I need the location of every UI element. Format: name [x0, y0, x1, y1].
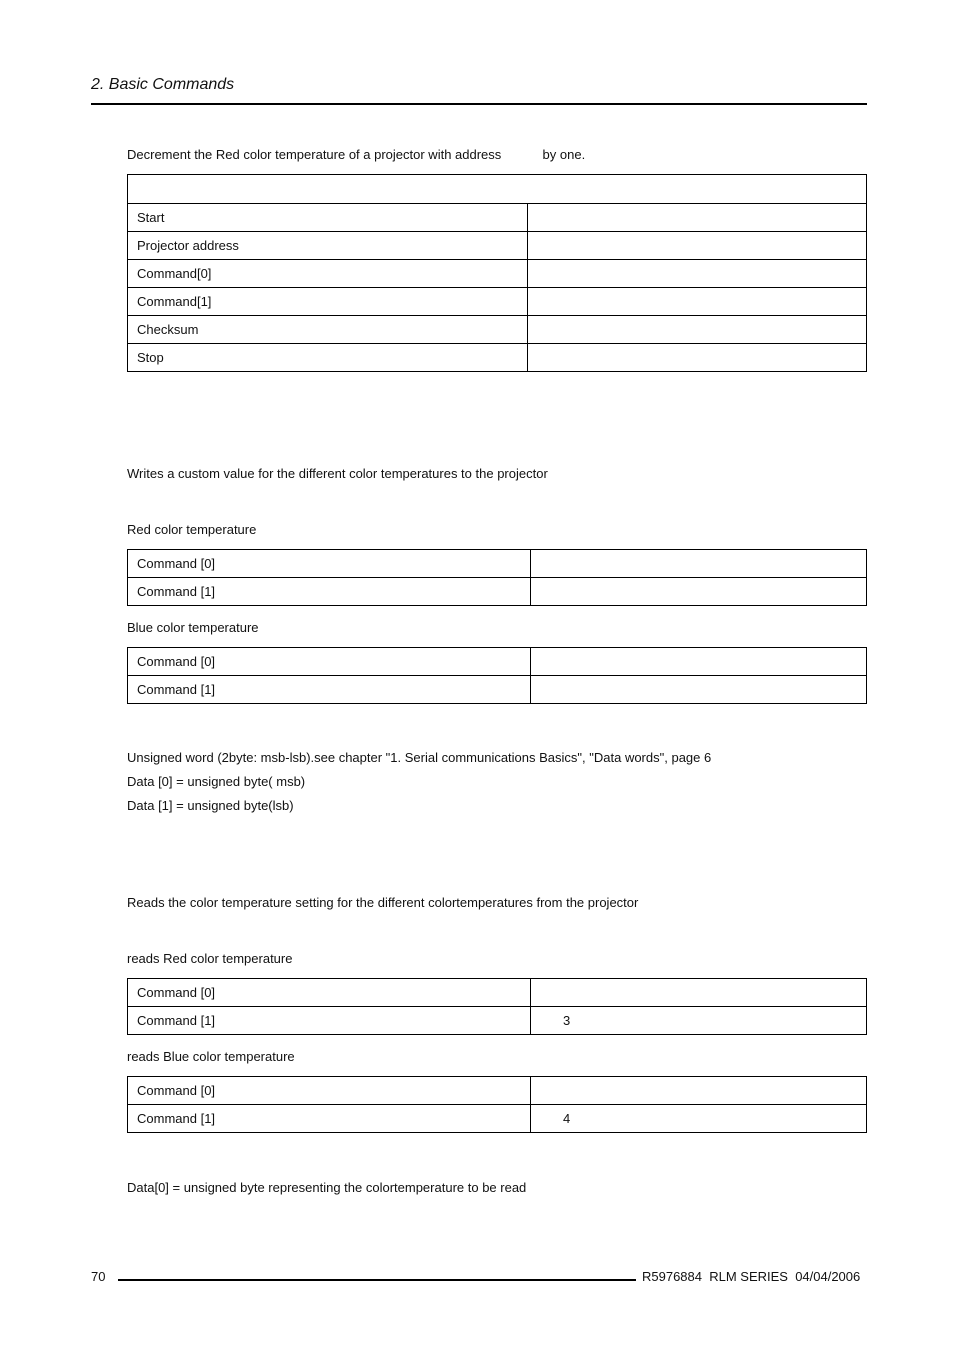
row-value — [528, 316, 867, 344]
table-row — [128, 1007, 867, 1035]
table-row — [128, 550, 867, 578]
section1-intro — [127, 147, 585, 162]
row-value — [531, 648, 867, 676]
table-row — [128, 288, 867, 316]
row-label: Command [0] — [128, 1077, 531, 1105]
header-divider — [91, 103, 867, 105]
row-value — [531, 979, 867, 1007]
row-label: Checksum — [128, 316, 528, 344]
row-value — [528, 260, 867, 288]
row-label: Command [1] — [128, 1007, 531, 1035]
row-value — [528, 204, 867, 232]
row-label: Stop — [128, 344, 528, 372]
table-row — [128, 232, 867, 260]
row-label: Command [0] — [128, 979, 531, 1007]
row-value — [531, 676, 867, 704]
data0-note: Data [0] = unsigned byte( msb) — [127, 774, 306, 789]
table-row — [128, 260, 867, 288]
row-value: 3 — [531, 1007, 867, 1035]
table-row — [128, 1077, 867, 1105]
section1-intro-before: Decrement the Red color temperature of a projector with address — [127, 147, 502, 162]
data-format-note: Unsigned word (2byte: msb-lsb).see chapter "1. Serial communications Basics", "Data words", page 6 — [127, 750, 712, 765]
row-label: Command [0] — [128, 648, 531, 676]
footer-divider — [118, 1279, 636, 1281]
row-value: 4 — [531, 1105, 867, 1133]
row-label: Command [1] — [128, 676, 531, 704]
row-value — [528, 344, 867, 372]
row-label: Command [1] — [128, 1105, 531, 1133]
row-label: Start — [128, 204, 528, 232]
table-row — [128, 979, 867, 1007]
table-row — [128, 204, 867, 232]
data1-note: Data [1] = unsigned byte(lsb) — [127, 798, 294, 813]
command-table-read-red — [127, 978, 867, 1035]
table-title-row — [128, 175, 867, 204]
command-table-read-blue — [127, 1076, 867, 1133]
document-reference: R5976884 RLM SERIES 04/04/2006 — [642, 1269, 861, 1284]
table-row — [128, 648, 867, 676]
read-data-note: Data[0] = unsigned byte representing the colortemperature to be read — [127, 1180, 527, 1195]
section3-red-label: reads Red color temperature — [127, 951, 293, 966]
section2-intro: Writes a custom value for the different color temperatures to the projector — [127, 466, 548, 481]
row-label: Command[1] — [128, 288, 528, 316]
row-value — [528, 288, 867, 316]
command-table-write-blue — [127, 647, 867, 704]
row-value — [528, 232, 867, 260]
section1-intro-after: by one. — [542, 147, 586, 162]
row-label: Command [1] — [128, 578, 531, 606]
table-row — [128, 676, 867, 704]
row-label: Projector address — [128, 232, 528, 260]
page-header-title: 2. Basic Commands — [91, 76, 235, 93]
table-row — [128, 344, 867, 372]
row-label: Command [0] — [128, 550, 531, 578]
section3-blue-label: reads Blue color temperature — [127, 1049, 295, 1064]
command-table-write-red — [127, 549, 867, 606]
row-value — [531, 578, 867, 606]
section2-blue-label: Blue color temperature — [127, 620, 259, 635]
page-number: 70 — [91, 1269, 106, 1284]
table-row — [128, 1105, 867, 1133]
command-table-decrement-red — [127, 174, 867, 372]
row-label: Command[0] — [128, 260, 528, 288]
table-title-cell — [128, 175, 867, 204]
section2-red-label: Red color temperature — [127, 522, 257, 537]
row-value — [531, 550, 867, 578]
section3-intro: Reads the color temperature setting for the different colortemperatures from the projector — [127, 895, 639, 910]
table-row — [128, 316, 867, 344]
table-row — [128, 578, 867, 606]
row-value — [531, 1077, 867, 1105]
